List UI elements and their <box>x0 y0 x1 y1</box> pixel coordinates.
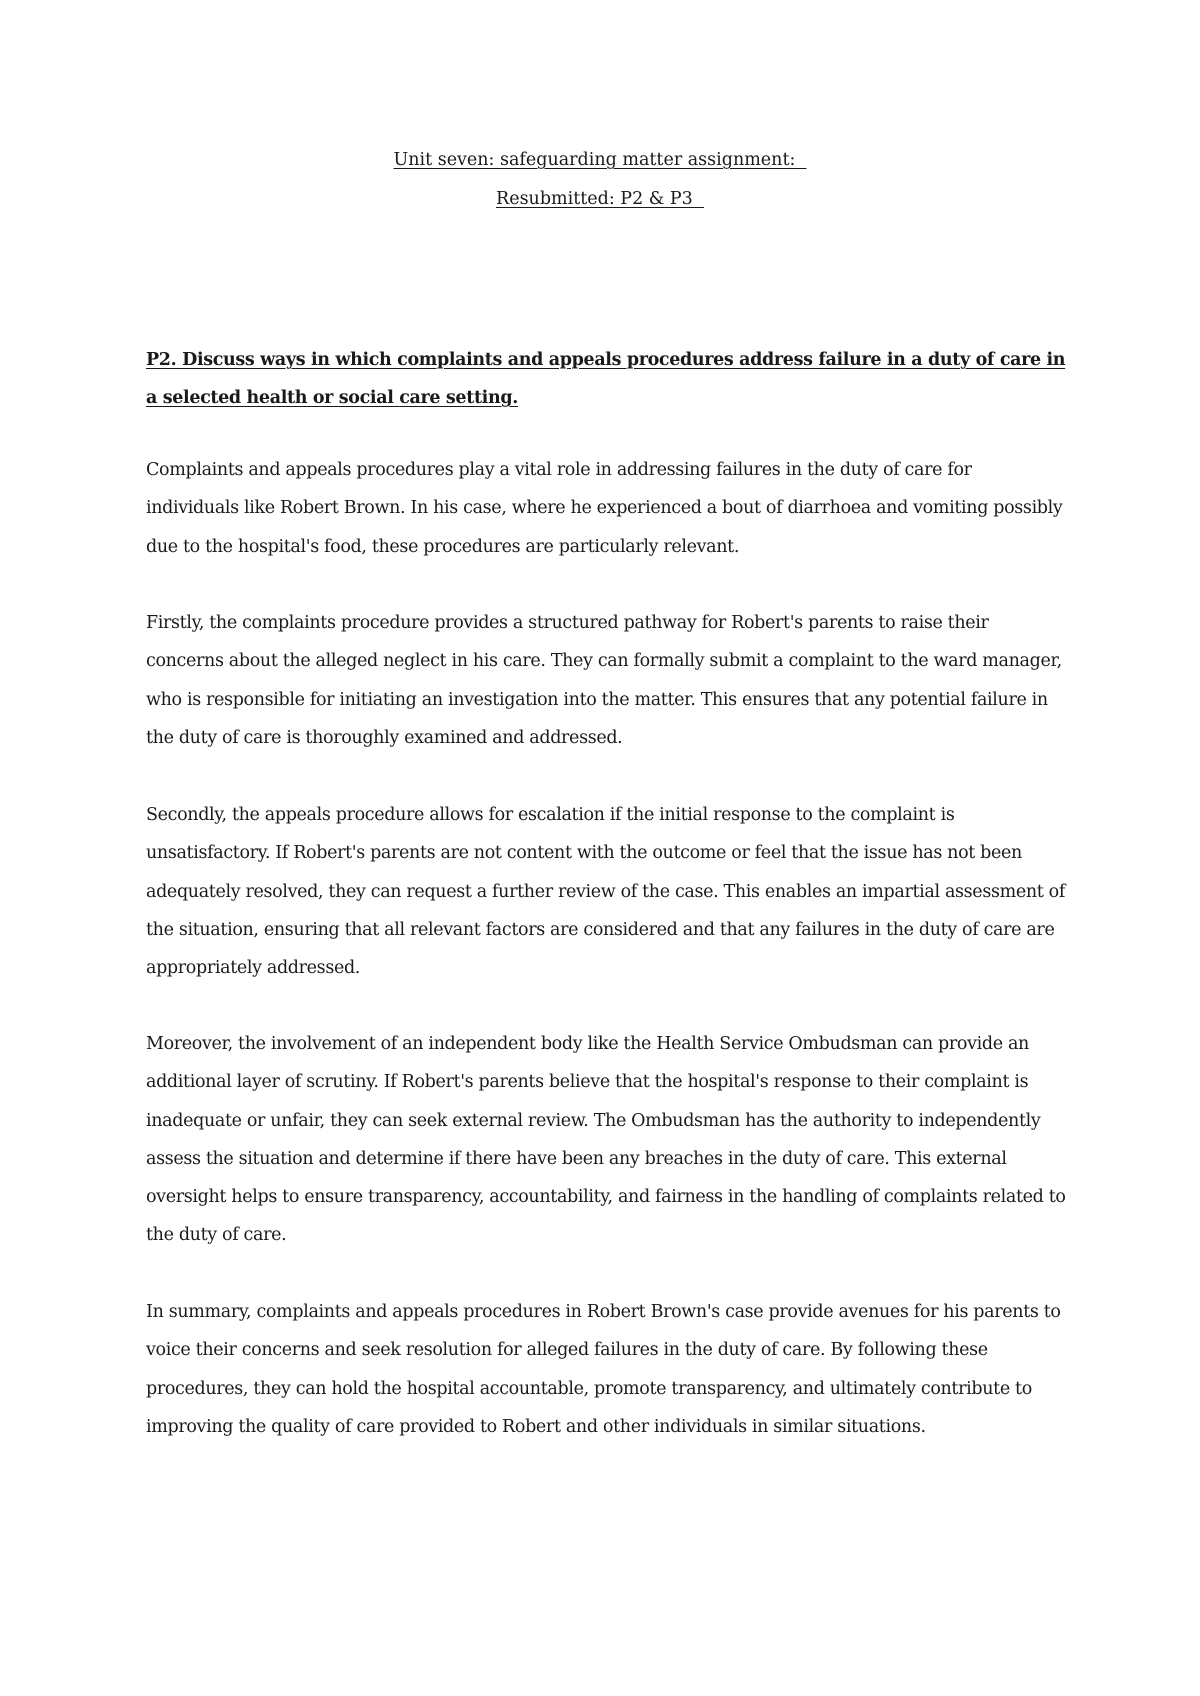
document-subtitle: Resubmitted: P2 & P3 <box>496 189 704 209</box>
body-paragraph: Firstly, the complaints procedure provides a structured pathway for Robert's parents to raise their concerns about the alleged neglect in his care. They can formally submit a complaint to the ward manager, who is responsible for initiating an investigation into the matter. This ensures that any potential failure in the duty of care is thoroughly examined and addressed. <box>146 613 1062 748</box>
body-paragraph: Secondly, the appeals procedure allows for escalation if the initial response to the complaint is unsatisfactory. If Robert's parents are not content with the outcome or feel that the issue has not been adequately resolved, they can request a further review of the case. This enables an impartial assessment of the situation, ensuring that all relevant factors are considered and that any failures in the duty of care are appropriately addressed. <box>146 805 1065 979</box>
body-paragraph: Moreover, the involvement of an independent body like the Health Service Ombudsman can provide an additional layer of scrutiny. If Robert's parents believe that the hospital's response to their complaint is inadequate or unfair, they can seek external review. The Ombudsman has the authority to independently assess the situation and determine if there have been any breaches in the duty of care. This external oversight helps to ensure transparency, accountability, and fairness in the handling of complaints related to the duty of care. <box>146 1034 1066 1246</box>
body-paragraph: In summary, complaints and appeals procedures in Robert Brown's case provide avenues for his parents to voice their concerns and seek resolution for alleged failures in the duty of care. By following these procedures, they can hold the hospital accountable, promote transparency, and ultimately contribute to improving the quality of care provided to Robert and other individuals in similar situations. <box>146 1302 1061 1437</box>
document-title: Unit seven: safeguarding matter assignment: <box>393 150 807 170</box>
body-paragraph: Complaints and appeals procedures play a vital role in addressing failures in the duty of care for individuals like Robert Brown. In his case, where he experienced a bout of diarrhoea and vomiting possibly due to the hospital's food, these procedures are particularly relevant. <box>146 460 1063 557</box>
section-heading: P2. Discuss ways in which complaints and appeals procedures address failure in a duty of care in a selected health or social care setting. <box>146 350 1066 408</box>
